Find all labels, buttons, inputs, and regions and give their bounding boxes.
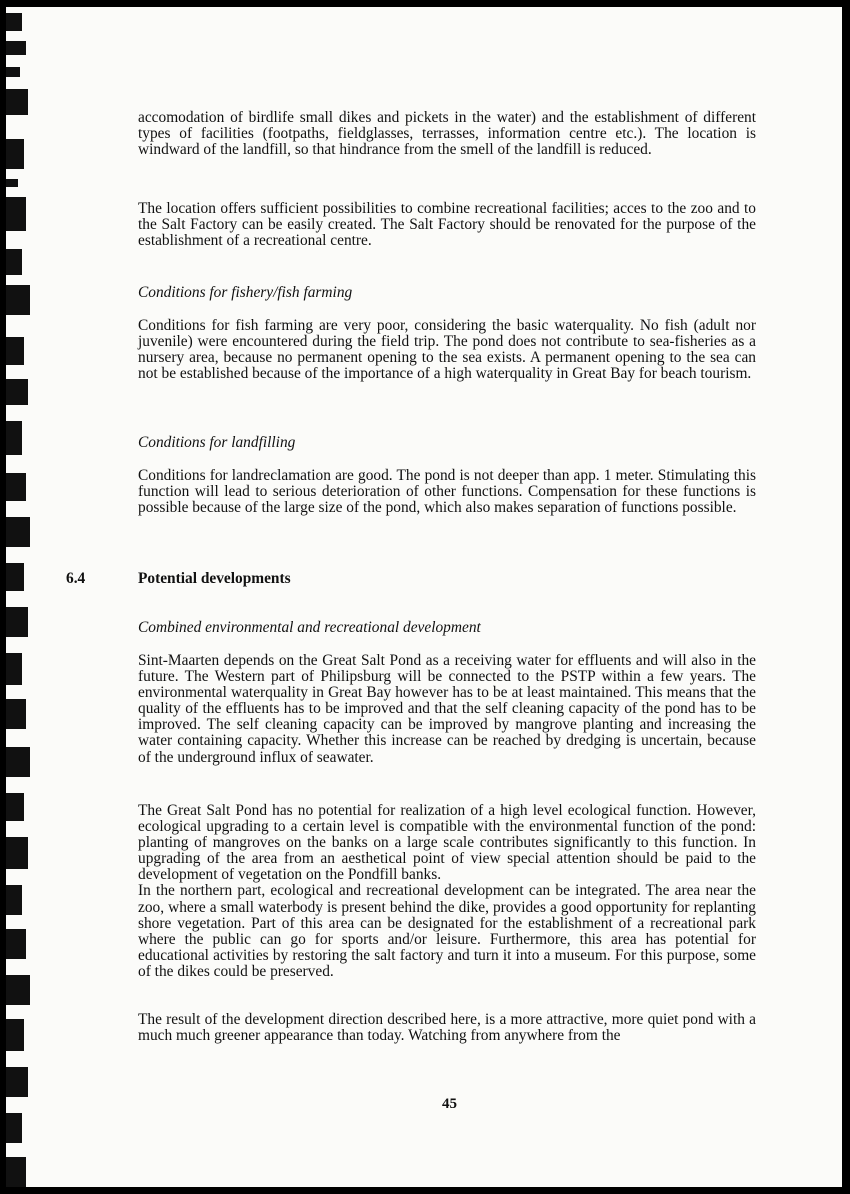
spiral-binding [6,7,50,1187]
section-title: Potential developments [138,570,291,587]
subheading-combined: Combined environmental and recreational development [138,619,481,636]
paragraph: Conditions for fish farming are very poor, considering the basic waterquality. No fish (adult nor juvenile) were encountered during the field trip. The pond does not contribute to sea-fisheries as a nursery area, because no permanent opening to the sea exists. A permanent opening to the sea can not be established because of the importance of a high waterquality in Great Bay for beach tourism. [138,317,756,383]
subheading-fishery: Conditions for fishery/fish farming [138,284,353,301]
document-page [6,7,842,1187]
subheading-landfilling: Conditions for landfilling [138,434,296,451]
paragraph: accomodation of birdlife small dikes and pickets in the water) and the establishment of different types of facilities (footpaths, fieldglasses, terrasses, information centre etc.). The location is windward of the landfill, so that hindrance from the smell of the landfill is reduced. [138,109,756,159]
paragraph: Sint-Maarten depends on the Great Salt Pond as a receiving water for effluents and will also in the future. The Western part of Philipsburg will be connected to the PSTP within a few years. The environmental waterquality in Great Bay however has to be at least maintained. This means that the quality of the effluents has to be improved and that the self cleaning capacity of the pond has to be improved. The self cleaning capacity can be improved by mangrove planting and increasing the water containing capacity. Whether this increase can be reached by dredging is uncertain, because of the underground influx of seawater. [138,652,756,766]
section-number: 6.4 [66,570,86,587]
paragraph: Conditions for landreclamation are good. The pond is not deeper than app. 1 meter. Stimulating this function will lead to serious deterioration of other functions. Compensation for these functions is possible because of the large size of the pond, which also makes separation of functions possible. [138,467,756,517]
paragraph: The result of the development direction described here, is a more attractive, more quiet pond with a much much greener appearance than today. Watching from anywhere from the [138,1011,756,1045]
paragraph: The Great Salt Pond has no potential for realization of a high level ecological function. However, ecological upgrading to a certain level is compatible with the environmental function of the pond: planting of mangroves on the banks on a large scale contributes significantly to this function. In upgrading of the area from an aesthetical point of view special attention should be paid to the development of vegetation on the Pondfill banks. In the northern part, ecological and recreational development can be integrated. The area near the zoo, where a small waterbody is present behind the dike, provides a good opportunity for replanting shore vegetation. Part of this area can be designated for the establishment of a recreational park where the public can go for sports and/or leisure. Furthermore, this area has potential for educational activities by restoring the salt factory and turn it into a museum. For this purpose, some of the dikes could be preserved. [138,802,756,980]
paragraph: The location offers sufficient possibilities to combine recreational facilities; acces to the zoo and to the Salt Factory can be easily created. The Salt Factory should be renovated for the purpose of the establishment of a recreational centre. [138,200,756,250]
page-number: 45 [442,1096,457,1112]
